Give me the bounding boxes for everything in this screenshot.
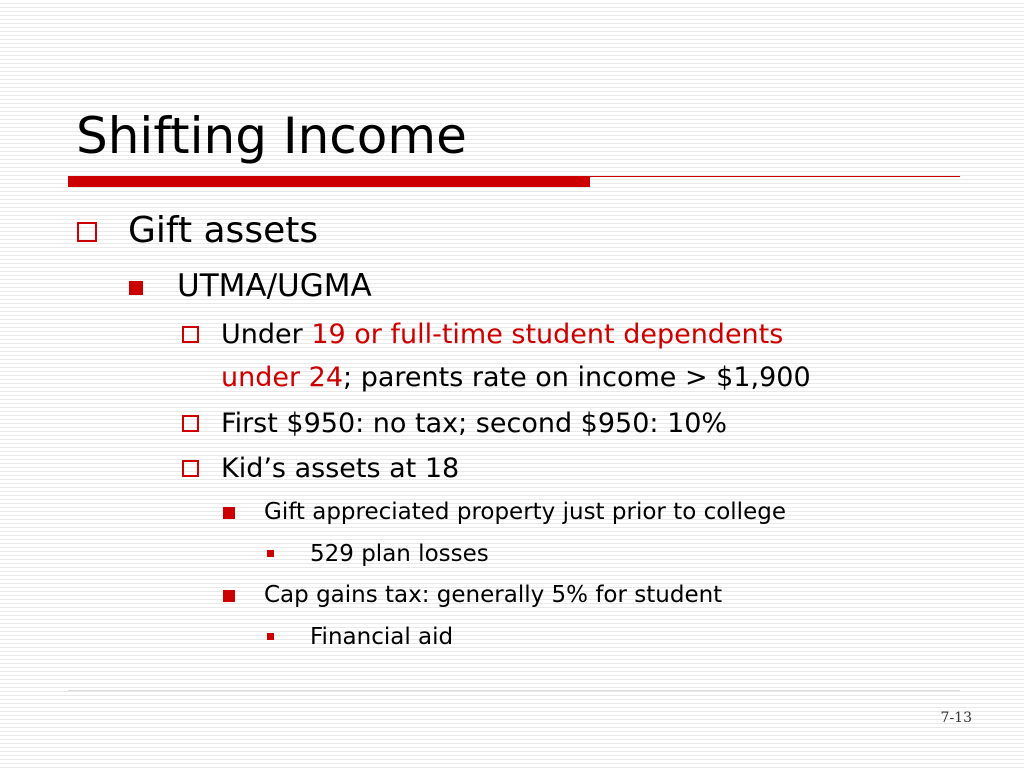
bullet-gift-appreciated [264,497,786,527]
solid-square-bullet-icon [223,590,235,602]
highlight-text: 19 or full-time student dependents [311,319,784,350]
bullet-text: Gift appreciated property just prior to college [264,499,786,525]
title-underline-thick [68,176,590,187]
small-square-bullet-icon [267,633,274,640]
bullet-cap-gains [264,580,722,610]
solid-square-bullet-icon [129,281,143,295]
bullet-under-19 [221,313,811,399]
slide-title: Shifting Income [76,107,467,165]
bullet-first-950 [221,402,727,445]
bullet-line-1 [221,313,811,356]
bullet-text: Under [221,319,312,350]
highlight-text: under 24 [221,362,344,393]
bullet-gift-assets [128,210,318,252]
bullet-text: First $950: no tax; second $950: 10% [221,408,728,439]
bullet-text: Kid’s assets at 18 [221,453,460,484]
hollow-square-bullet-icon [182,460,199,477]
hollow-square-bullet-icon [77,222,97,242]
bullet-line-2 [221,356,811,399]
bullet-utma-ugma [177,267,372,305]
small-square-bullet-icon [267,550,274,557]
bullet-kids-assets [221,447,459,490]
bullet-text: Gift assets [128,210,319,251]
bullet-text: UTMA/UGMA [177,268,372,304]
bullet-financial-aid [310,622,453,652]
bullet-text: ; parents rate on income > $1,900 [343,362,811,393]
hollow-square-bullet-icon [182,326,199,343]
bullet-text: 529 plan losses [310,541,489,567]
title-underline-thin [590,176,960,177]
bullet-text: Financial aid [310,624,454,650]
solid-square-bullet-icon [223,507,235,519]
bullet-text: Cap gains tax: generally 5% for student [264,582,723,608]
page-number: 7-13 [940,710,972,726]
bullet-529-plan [310,539,489,569]
footer-divider [68,690,960,691]
hollow-square-bullet-icon [182,415,199,432]
